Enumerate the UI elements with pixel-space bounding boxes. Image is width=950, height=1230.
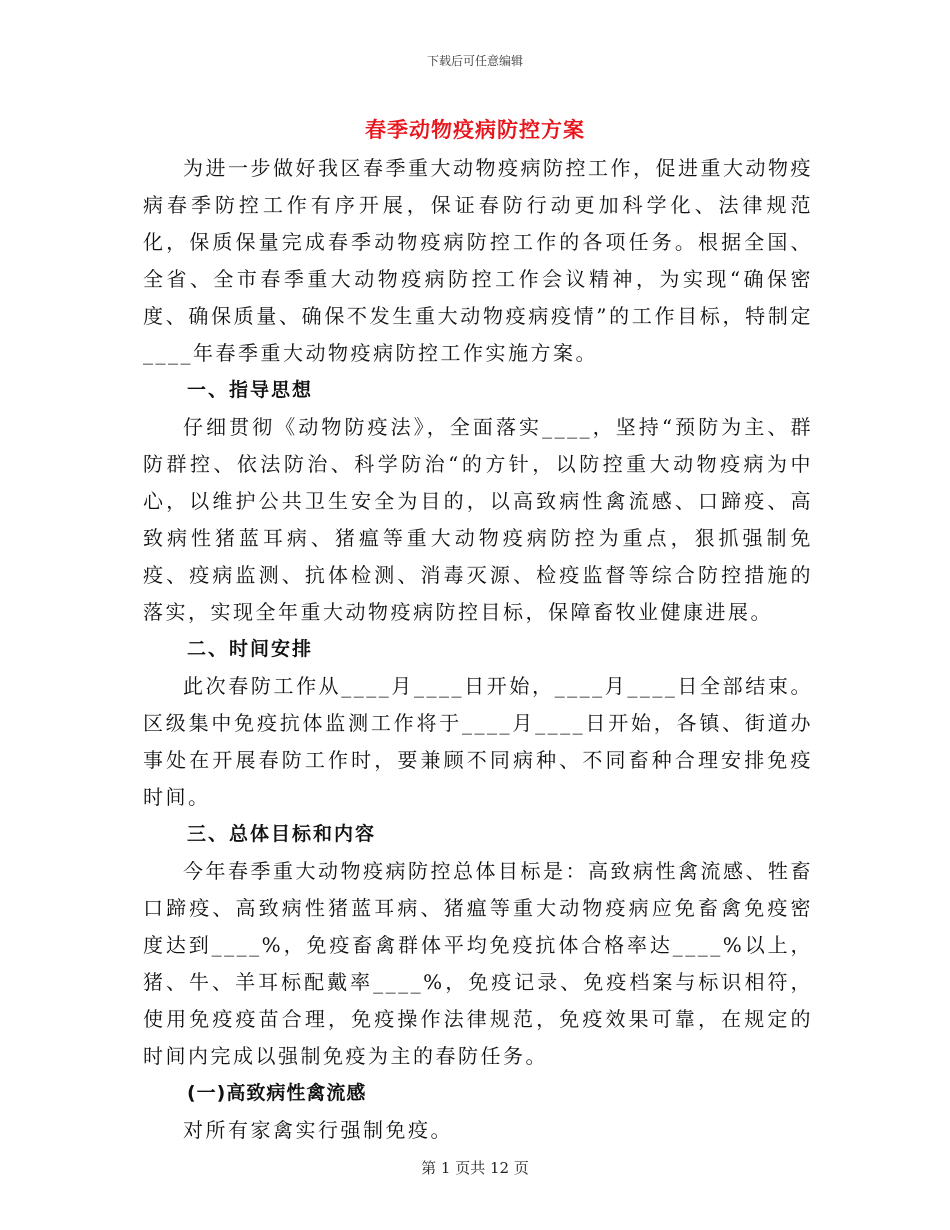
document-title: 春季动物疫病防控方案 bbox=[365, 118, 585, 142]
document-body bbox=[143, 150, 813, 1149]
section-body-goals: 今年春季重大动物疫病防控总体目标是：高致病性禽流感、牲畜口蹄疫、高致病性猪蓝耳病、猪瘟等重大动物疫病应免畜禽免疫密度达到____%，免疫畜禽群体平均免疫抗体合格率达____%以上，猪、牛、羊耳标配戴率____%，免疫记录、免疫档案与标识相符，使用免疫疫苗合理，免疫操作法律规范，免疫效果可靠，在规定的时间内完成以强制免疫为主的春防任务。 bbox=[143, 859, 813, 1068]
section-heading-guiding-ideology: 一、指导思想 bbox=[187, 379, 314, 401]
section-body-guiding-ideology: 仔细贯彻《动物防疫法》，全面落实____，坚持“预防为主、群防群控、依法防治、科学防治“的方针，以防控重大动物疫病为中心，以维护公共卫生安全为目的，以高致病性禽流感、口蹄疫、高致病性猪蓝耳病、猪瘟等重大动物疫病防控为重点，狠抓强制免疫、疫病监测、抗体检测、消毒灭源、检疫监督等综合防控措施的落实，实现全年重大动物疫病防控目标，保障畜牧业健康进展。 bbox=[143, 415, 813, 624]
section-body-schedule: 此次春防工作从____月____日开始，____月____日全部结束。区级集中免疫抗体监测工作将于____月____日开始，各镇、街道办事处在开展春防工作时，要兼顾不同病种、不同畜种合理安排免疫时间。 bbox=[143, 674, 813, 809]
page-footer: 第 1 页共 12 页 bbox=[421, 1159, 529, 1177]
section-heading-schedule: 二、时间安排 bbox=[187, 638, 314, 660]
header-note: 下载后可任意编辑 bbox=[426, 54, 523, 68]
subsection-heading-avian-flu: (一)高致病性禽流感 bbox=[187, 1082, 367, 1104]
section-heading-goals: 三、总体目标和内容 bbox=[187, 823, 377, 845]
subsection-body-avian-flu: 对所有家禽实行强制免疫。 bbox=[183, 1118, 453, 1142]
intro-paragraph: 为进一步做好我区春季重大动物疫病防控工作，促进重大动物疫病春季防控工作有序开展，保证春防行动更加科学化、法律规范化，保质保量完成春季动物疫病防控工作的各项任务。根据全国、全省、全市春季重大动物疫病防控工作会议精神，为实现“确保密度、确保质量、确保不发生重大动物疫病疫情”的工作目标，特制定____年春季重大动物疫病防控工作实施方案。 bbox=[143, 156, 813, 365]
